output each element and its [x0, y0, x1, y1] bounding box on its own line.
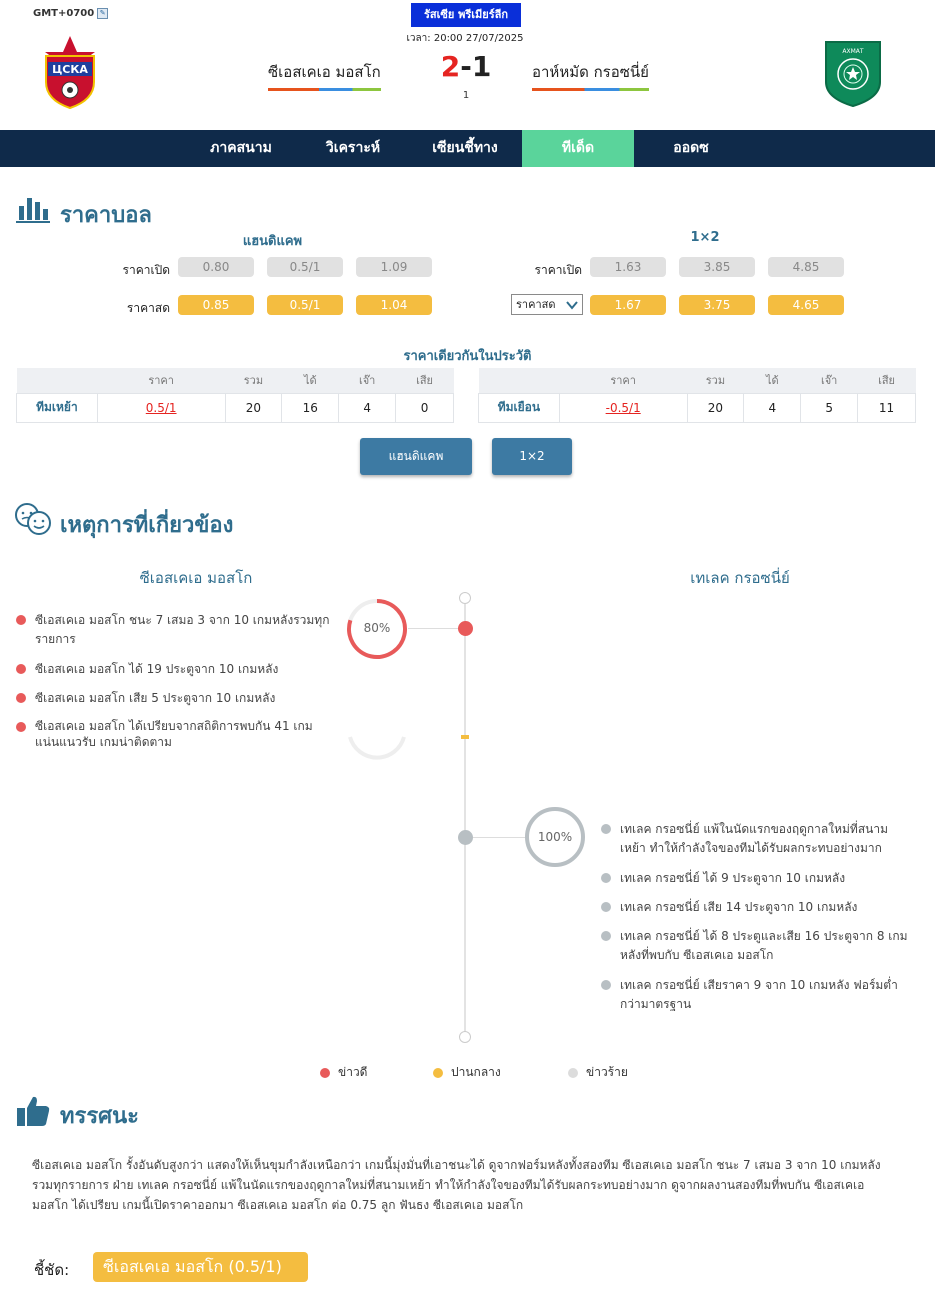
handicap-title: แฮนดิแคพ [242, 234, 303, 249]
away-event: เทเลค กรอซนี่ย์ เสียราคา 9 จาก 10 เกมหลัง ฟอร์มต่ำกว่ามาตรฐาน [620, 978, 898, 1011]
bad-dot [601, 902, 611, 912]
faces-icon [14, 502, 52, 540]
odds-type-select[interactable]: ราคาสด [511, 294, 583, 315]
away-event: เทเลค กรอซนี่ย์ เสีย 14 ประตูจาก 10 เกมหลัง [620, 900, 858, 914]
svg-text:АХМАТ: АХМАТ [842, 48, 864, 55]
score-sub: 1 [462, 90, 470, 101]
timezone-edit-icon[interactable]: ✎ [97, 8, 108, 19]
hdp-live-home: 0.85 [178, 295, 254, 315]
timeline-mid-marker [461, 735, 469, 739]
away-bad-pct: 100% [537, 830, 573, 844]
score: 2-1 [440, 50, 492, 83]
tip-label: ชี้ชัด: [34, 1261, 70, 1279]
home-good-pct: 80% [363, 621, 391, 635]
onextwo-open-draw: 3.85 [679, 257, 755, 277]
hdp-live-label: ราคาสด [126, 301, 170, 315]
tab-analysis[interactable]: วิเคราะห์ [325, 140, 381, 156]
table-row: ทีมเหย้า 0.5/1 20 16 4 0 [17, 393, 454, 422]
timeline [464, 600, 466, 1036]
timeline-away-node [458, 830, 473, 845]
opinion-title: ทรรศนะ [60, 1104, 139, 1129]
bar-chart-icon [16, 194, 50, 228]
onextwo-open-home: 1.63 [590, 257, 666, 277]
onextwo-open-label: ราคาเปิด [534, 263, 582, 277]
main-nav [0, 130, 935, 167]
onextwo-live-draw: 3.75 [679, 295, 755, 315]
timeline-bottom-node [459, 1031, 471, 1043]
events-title: เหตุการที่เกี่ยวข้อง [60, 513, 234, 538]
legend-good: ข่าวดี [320, 1063, 367, 1082]
tab-experts[interactable]: เซียนชี้ทาง [432, 140, 498, 156]
good-dot [16, 722, 26, 732]
home-event: ซีเอสเคเอ มอสโก ชนะ 7 เสมอ 3 จาก 10 เกมหลังรวมทุกรายการ [35, 613, 330, 646]
onextwo-title: 1×2 [690, 230, 720, 245]
history-title: ราคาเดียวกันในประวัติ [403, 349, 532, 364]
tab-tips[interactable]: ทีเด็ด [522, 130, 634, 167]
away-event: เทเลค กรอซนี่ย์ ได้ 9 ประตูจาก 10 เกมหลัง [620, 871, 846, 885]
bad-dot [601, 824, 611, 834]
legend-mid: ปานกลาง [433, 1063, 501, 1082]
table-row: ทีมเยือน -0.5/1 20 4 5 11 [479, 393, 916, 422]
onextwo-open-away: 4.85 [768, 257, 844, 277]
away-event: เทเลค กรอซนี่ย์ แพ้ในนัดแรกของฤดูกาลใหม่ที่สนามเหย้า ทำให้กำลังใจของทีมได้รับผลกระทบอย่างมาก [620, 822, 889, 855]
opinion-text: ซีเอสเคเอ มอสโก รั้งอันดับสูงกว่า แสดงให้เห็นขุมกำลังเหนือกว่า เกมนี้มุ่งมั่นที่เอาชนะได้ ดูจากฟอร์มหลังทั้งสองทีม ซีเอสเคเอ มอสโก ชนะ 7 เสมอ 3 จาก 10 เกมหลังรวมทุกรายการ ฝ่าย เทเลค กรอซนี่ย์ แพ้ในนัดแรกของฤดูกาลใหม่ที่สนามเหย้า ทำให้กำลังใจของทีมได้รับผลกระทบอย่างมาก ดูจากผลงานสองทีมที่พบกัน ซีเอสเคเอ มอสโก ได้เปรียบ เกมนี้เปิดราคาออกมา ซีเอสเคเอ มอสโก ต่อ 0.75 ลูก ฟันธง ซีเอสเคเอ มอสโก [32, 1158, 881, 1212]
timeline-top-node [459, 592, 471, 604]
tab-odds[interactable]: ออดซ [673, 140, 709, 156]
thumbs-up-icon [15, 1094, 51, 1132]
home-team[interactable]: ซีเอสเคเอ มอสโก [268, 60, 381, 91]
away-event: เทเลค กรอซนี่ย์ ได้ 8 ประตูและเสีย 16 ประตูจาก 8 เกมหลังที่พบกับ ซีเอสเคเอ มอสโก [620, 929, 908, 962]
onextwo-live-away: 4.65 [768, 295, 844, 315]
hdp-open-away: 1.09 [356, 257, 432, 277]
hdp-live-line: 0.5/1 [267, 295, 343, 315]
onextwo-button[interactable]: 1×2 [492, 438, 572, 475]
hdp-live-away: 1.04 [356, 295, 432, 315]
league-badge[interactable]: รัสเซีย พรีเมียร์ลีก [411, 3, 521, 27]
history-price-link[interactable]: 0.5/1 [97, 393, 225, 422]
odds-title: ราคาบอล [60, 203, 152, 228]
bad-dot [601, 931, 611, 941]
chevron-down-icon [565, 298, 579, 317]
svg-text:ЦСКА: ЦСКА [52, 63, 88, 76]
handicap-button[interactable]: แฮนดิแคพ [360, 438, 472, 475]
bad-dot [601, 873, 611, 883]
history-price-link[interactable]: -0.5/1 [559, 393, 687, 422]
bad-dot [601, 980, 611, 990]
history-table-away: ราคา รวม ได้ เจ๊า เสีย ทีมเยือน -0.5/1 20 4 5 11 [478, 368, 916, 423]
hdp-open-line: 0.5/1 [267, 257, 343, 277]
home-mid-gauge [346, 706, 408, 768]
history-table-home: ราคา รวม ได้ เจ๊า เสีย ทีมเหย้า 0.5/1 20 16 4 0 [16, 368, 454, 423]
tip-badge: ซีเอสเคเอ มอสโก (0.5/1) [93, 1252, 308, 1282]
home-logo [40, 34, 100, 110]
legend-bad: ข่าวร้าย [568, 1063, 628, 1082]
hdp-open-label: ราคาเปิด [122, 263, 170, 277]
away-team[interactable]: อาห์หมัด กรอซนี่ย์ [532, 60, 649, 91]
away-logo [822, 38, 884, 108]
good-dot [16, 664, 26, 674]
events-away-team: เทเลค กรอซนี่ย์ [690, 569, 790, 587]
home-event: ซีเอสเคเอ มอสโก ได้เปรียบจากสถิติการพบกัน 41 เกม แน่นแนวรับ เกมน่าติดตาม [35, 719, 313, 749]
onextwo-live-home: 1.67 [590, 295, 666, 315]
good-dot [16, 615, 26, 625]
home-event: ซีเอสเคเอ มอสโก ได้ 19 ประตูจาก 10 เกมหลัง [35, 662, 279, 676]
events-home-team: ซีเอสเคเอ มอสโก [139, 569, 253, 587]
timezone-label[interactable]: GMT+0700 ✎ [33, 8, 108, 19]
tab-field[interactable]: ภาคสนาม [210, 140, 272, 156]
hdp-open-home: 0.80 [178, 257, 254, 277]
timeline-home-node [458, 621, 473, 636]
home-event: ซีเอสเคเอ มอสโก เสีย 5 ประตูจาก 10 เกมหลัง [35, 691, 276, 705]
kickoff-time: เวลา: 20:00 27/07/2025 [406, 33, 524, 44]
good-dot [16, 693, 26, 703]
